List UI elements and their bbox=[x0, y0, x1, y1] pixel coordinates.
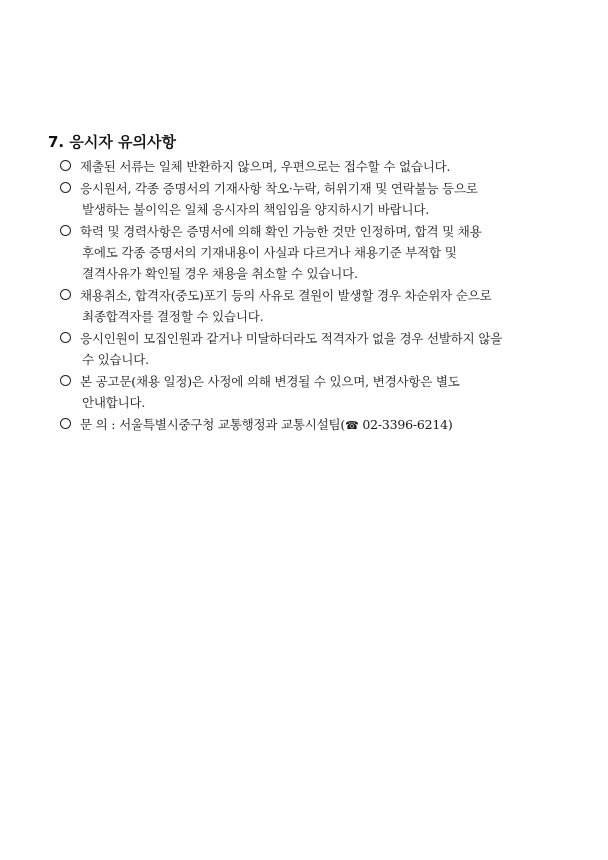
list-item-text bbox=[80, 156, 580, 177]
list-item bbox=[60, 221, 580, 284]
text-line: 최종합격자를 결정할 수 있습니다. bbox=[82, 309, 264, 324]
text-line: 제출된 서류는 일체 반환하지 않으며, 우편으로는 접수할 수 없습니다. bbox=[80, 159, 451, 174]
text-line: 응시원서, 각종 증명서의 기재사항 착오·누락, 허위기재 및 연락불능 등으로 bbox=[80, 181, 478, 196]
list-item bbox=[60, 285, 580, 327]
list-item-text bbox=[80, 178, 580, 220]
text-line: 수 있습니다. bbox=[82, 352, 149, 367]
text-line: 채용취소, 합격자(중도)포기 등의 사유로 결원이 발생할 경우 차순위자 순으로 bbox=[80, 288, 492, 303]
list-item bbox=[60, 371, 580, 413]
list-item-text bbox=[80, 328, 580, 370]
text-line: 응시인원이 모집인원과 같거나 미달하더라도 적격자가 없을 경우 선발하지 않을 bbox=[80, 331, 503, 346]
list-item bbox=[60, 328, 580, 370]
list-item bbox=[60, 178, 580, 220]
notice-list bbox=[60, 156, 580, 437]
contact-line bbox=[80, 414, 580, 436]
contact-label: 문 의 : 서울특별시중구청 교통행정과 교통시설팀( bbox=[80, 417, 346, 432]
text-line: 후에도 각종 증명서의 기재내용이 사실과 다르거나 채용기준 부적합 및 bbox=[82, 245, 457, 260]
list-item-text bbox=[80, 371, 580, 413]
text-line: 본 공고문(채용 일정)은 사정에 의해 변경될 수 있으며, 변경사항은 별도 bbox=[80, 374, 460, 389]
list-item-text bbox=[80, 285, 580, 327]
list-item-text bbox=[80, 221, 580, 284]
phone-icon: ☎ bbox=[345, 419, 359, 432]
circle-bullet-icon bbox=[60, 182, 71, 193]
circle-bullet-icon bbox=[60, 160, 71, 171]
circle-bullet-icon bbox=[60, 225, 71, 236]
text-line: 학력 및 경력사항은 증명서에 의해 확인 가능한 것만 인정하며, 합격 및 채용 bbox=[80, 224, 482, 239]
text-line: 안내합니다. bbox=[82, 395, 146, 410]
circle-bullet-icon bbox=[60, 418, 71, 429]
contact-item bbox=[60, 414, 580, 436]
circle-bullet-icon bbox=[60, 289, 71, 300]
text-line: 결격사유가 확인될 경우 채용을 취소할 수 있습니다. bbox=[82, 266, 358, 281]
contact-text bbox=[80, 414, 580, 436]
section-title: 7. 응시자 유의사항 bbox=[48, 133, 177, 151]
contact-phone: 02-3396-6214) bbox=[358, 417, 453, 432]
list-item bbox=[60, 156, 580, 177]
circle-bullet-icon bbox=[60, 375, 71, 386]
text-line: 발생하는 불이익은 일체 응시자의 책임임을 양지하시기 바랍니다. bbox=[82, 202, 430, 217]
circle-bullet-icon bbox=[60, 332, 71, 343]
